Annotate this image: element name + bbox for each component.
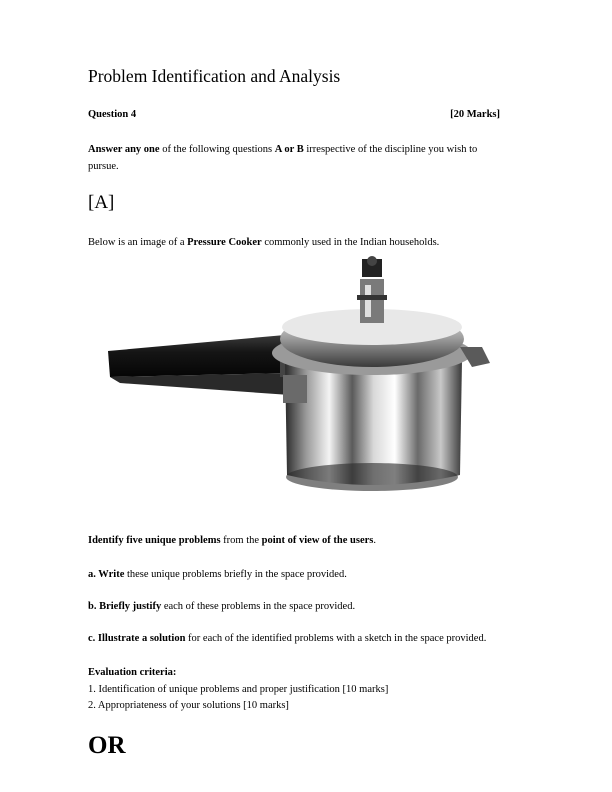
question-label: Question 4 bbox=[88, 109, 137, 120]
cooker-whistle bbox=[357, 256, 387, 323]
evaluation-heading-text: Evaluation criteria: bbox=[88, 667, 177, 678]
cooker-handle bbox=[108, 335, 300, 395]
task-bold-2: point of view of the users bbox=[261, 535, 374, 546]
cooker-bracket bbox=[283, 375, 307, 403]
step-b-bold: b. Briefly justify bbox=[88, 601, 162, 612]
intro-text bbox=[88, 234, 508, 251]
question-header bbox=[88, 109, 500, 120]
step-b-text: each of these problems in the space provided. bbox=[161, 601, 356, 612]
question-marks: [20 Marks] bbox=[450, 109, 500, 120]
task-text bbox=[88, 532, 508, 549]
evaluation-item-1: 1. Identification of unique problems and proper justification [10 marks] bbox=[88, 684, 389, 695]
section-label: [A] bbox=[88, 192, 115, 213]
step-c-text: for each of the identified problems with a sketch in the space provided. bbox=[185, 633, 487, 644]
evaluation-item-2: 2. Appropriateness of your solutions [10 marks] bbox=[88, 700, 289, 711]
task-text-2: . bbox=[373, 535, 376, 546]
step-a-text: these unique problems briefly in the space provided. bbox=[124, 569, 347, 580]
instruction-text-2: irrespective of the discipline you wish to pursue. bbox=[88, 144, 478, 172]
task-bold-1: Identify five unique problems bbox=[88, 535, 221, 546]
instruction-text-1: of the following questions bbox=[159, 144, 275, 155]
instruction-bold-2: A or B bbox=[274, 144, 304, 155]
step-b bbox=[88, 598, 508, 615]
intro-bold: Pressure Cooker bbox=[187, 237, 262, 248]
step-c bbox=[88, 630, 508, 647]
evaluation-heading bbox=[88, 664, 508, 681]
instruction-bold-1: Answer any one bbox=[88, 144, 160, 155]
intro-text-2: commonly used in the Indian households. bbox=[261, 237, 440, 248]
step-a bbox=[88, 566, 508, 583]
intro-text-1: Below is an image of a bbox=[88, 237, 188, 248]
pressure-cooker-image bbox=[100, 255, 510, 505]
step-a-bold: a. Write bbox=[88, 569, 125, 580]
task-text-1: from the bbox=[220, 535, 262, 546]
or-separator: OR bbox=[88, 732, 126, 759]
page-title: Problem Identification and Analysis bbox=[88, 66, 341, 86]
step-c-bold: c. Illustrate a solution bbox=[88, 633, 186, 644]
instruction-text bbox=[88, 141, 508, 175]
